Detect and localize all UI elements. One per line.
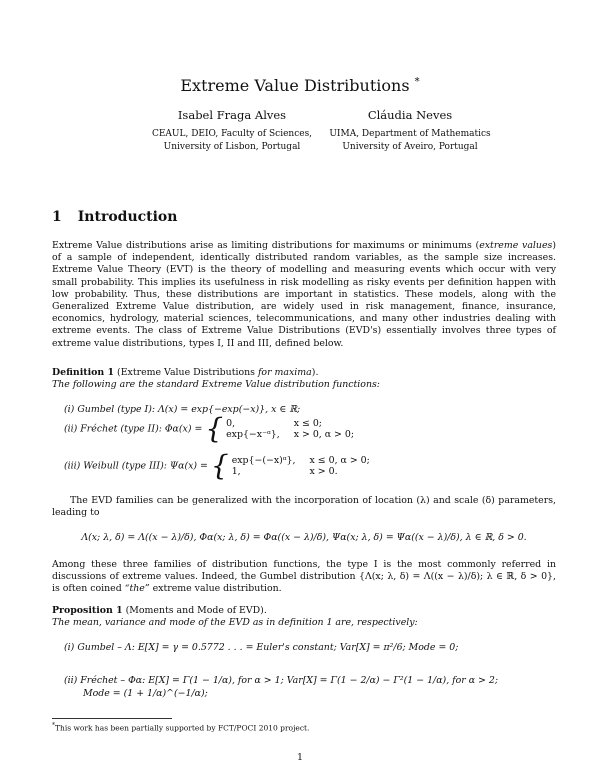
gumbel-text: Among these three families of distribution functions, the type I is the most commonly referred in discussions of extreme values. Indeed, the Gumbel distribution {Λ(x; λ, δ) = Λ((x − λ)/δ); λ ∈ ℝ, δ > 0}, is often coined	[52, 559, 556, 595]
author-affiliation: UIMA, Department of Mathematics	[329, 129, 491, 139]
section-title: Introduction	[77, 209, 178, 225]
author-name: Isabel Fraga Alves	[177, 108, 287, 122]
item-text: Gumbel (type I): Λ(x) = exp{−exp(−x)}, x ∈ ℝ;	[77, 404, 301, 415]
definition-item-iii	[64, 449, 370, 482]
definition-label: Definition 1	[52, 367, 115, 378]
left-brace-icon: {	[210, 449, 229, 482]
case-value: exp{−x⁻ᵅ},	[226, 429, 280, 440]
section-heading	[52, 209, 177, 225]
item-text: Gumbel – Λ: E[X] = γ = 0.5772 . . . = Euler's constant; Var[X] = π²/6; Mode = 0;	[77, 642, 459, 653]
item-label: (ii)	[64, 423, 78, 435]
paper-title	[0, 76, 600, 95]
evd-equation: Λ(x; λ, δ) = Λ((x − λ)/δ), Φα(x; λ, δ) = Φα((x − λ)/δ), Ψα(x; λ, δ) = Ψα((x − λ)/δ), λ ∈ ℝ, δ > 0.	[81, 532, 527, 543]
left-brace-icon: {	[205, 412, 224, 445]
gumbel-emphasis: “the”	[124, 583, 150, 595]
intro-emphasis: extreme values	[479, 240, 553, 251]
author-affiliation: University of Lisbon, Portugal	[163, 142, 301, 152]
proposition-heading	[52, 605, 556, 617]
author-affiliation: University of Aveiro, Portugal	[342, 142, 478, 152]
definition-heading	[52, 367, 556, 379]
title-text: Extreme Value Distributions	[180, 76, 410, 95]
case-condition: x > 0, α > 0;	[293, 429, 355, 440]
author-affiliation: CEAUL, DEIO, Faculty of Sciences,	[151, 129, 313, 139]
proposition-label: Proposition 1	[52, 605, 123, 616]
proposition-paren: (Moments and Mode of EVD).	[125, 605, 267, 616]
intro-text: Extreme Value distributions arise as limiting distributions for maximums or minimums (	[52, 240, 480, 251]
definition-paren: (Extreme Value Distributions	[117, 367, 258, 378]
item-text: Fréchet – Φα: E[X] = Γ(1 − 1/α), for α > 1; Var[X] = Γ(1 − 2/α) − Γ²(1 − 1/α), for α > 2;	[80, 675, 498, 686]
definition-statement: The following are the standard Extreme Value distribution functions:	[52, 379, 380, 390]
definition-paren-em: for maxima	[257, 367, 312, 378]
piecewise-cases	[226, 418, 354, 440]
proposition-item-i	[64, 642, 458, 654]
case-condition: x > 0.	[309, 466, 338, 477]
piecewise-cases	[232, 455, 370, 477]
definition-item-ii	[64, 412, 355, 445]
item-label: (i)	[64, 404, 75, 415]
gumbel-paragraph	[52, 559, 556, 596]
case-value: 0,	[226, 418, 236, 429]
intro-text-cont: ) of a sample of independent, identically distributed random variables, as the sample size increases. Extreme Value Theory (EVT) is the theory of modelling and measuring events which occur with very small probability. This implies its usefulness in risk modelling as risky events per definition happen with low probability. Thus, these distributions are important in statistics. These models, along with the Generalized Extreme Value distribution, are widely used in risk management, finance, insurance, economics, hydrology, material sciences, telecommunications, and many other industries dealing with extreme events. The class of Extreme Value Distributions (EVD's) essentially involves three types of extreme value distributions, types I, II and III, defined below.	[52, 240, 556, 349]
item-label: (i)	[64, 642, 75, 653]
gumbel-text-cont: extreme value distribution.	[149, 583, 282, 595]
definition-paren-close: ).	[311, 367, 319, 378]
footnote	[52, 722, 309, 733]
case-value: exp{−(−x)ᵅ},	[231, 455, 296, 466]
case-value: 1,	[231, 466, 241, 477]
proposition-item-ii-cont: Mode = (1 + 1/α)^(−1/α);	[83, 688, 208, 699]
page-number: 1	[296, 752, 304, 763]
case-condition: x ≤ 0, α > 0;	[309, 455, 370, 466]
footnote-mark: *	[52, 722, 55, 729]
definition-item-i	[64, 404, 300, 416]
item-label: (iii)	[64, 460, 81, 472]
section-number: 1	[52, 209, 62, 225]
footnote-rule	[52, 718, 172, 719]
case-condition: x ≤ 0;	[293, 418, 322, 429]
footnote-text: This work has been partially supported by FCT/POCI 2010 project.	[55, 723, 310, 733]
author-block-2	[300, 109, 520, 154]
item-lhs: Weibull (type III): Ψα(x) =	[83, 460, 208, 472]
item-label: (ii)	[64, 675, 78, 686]
author-name: Cláudia Neves	[367, 108, 453, 122]
item-lhs: Fréchet (type II): Φα(x) =	[80, 423, 203, 435]
intro-paragraph	[52, 240, 556, 350]
title-footnote-mark: *	[414, 76, 420, 88]
proposition-statement: The mean, variance and mode of the EVD as in definition 1 are, respectively:	[52, 617, 418, 628]
evd-paragraph: The EVD families can be generalized with the incorporation of location (λ) and scale (δ) parameters, leading to	[52, 495, 556, 519]
proposition-item-ii	[64, 675, 498, 687]
